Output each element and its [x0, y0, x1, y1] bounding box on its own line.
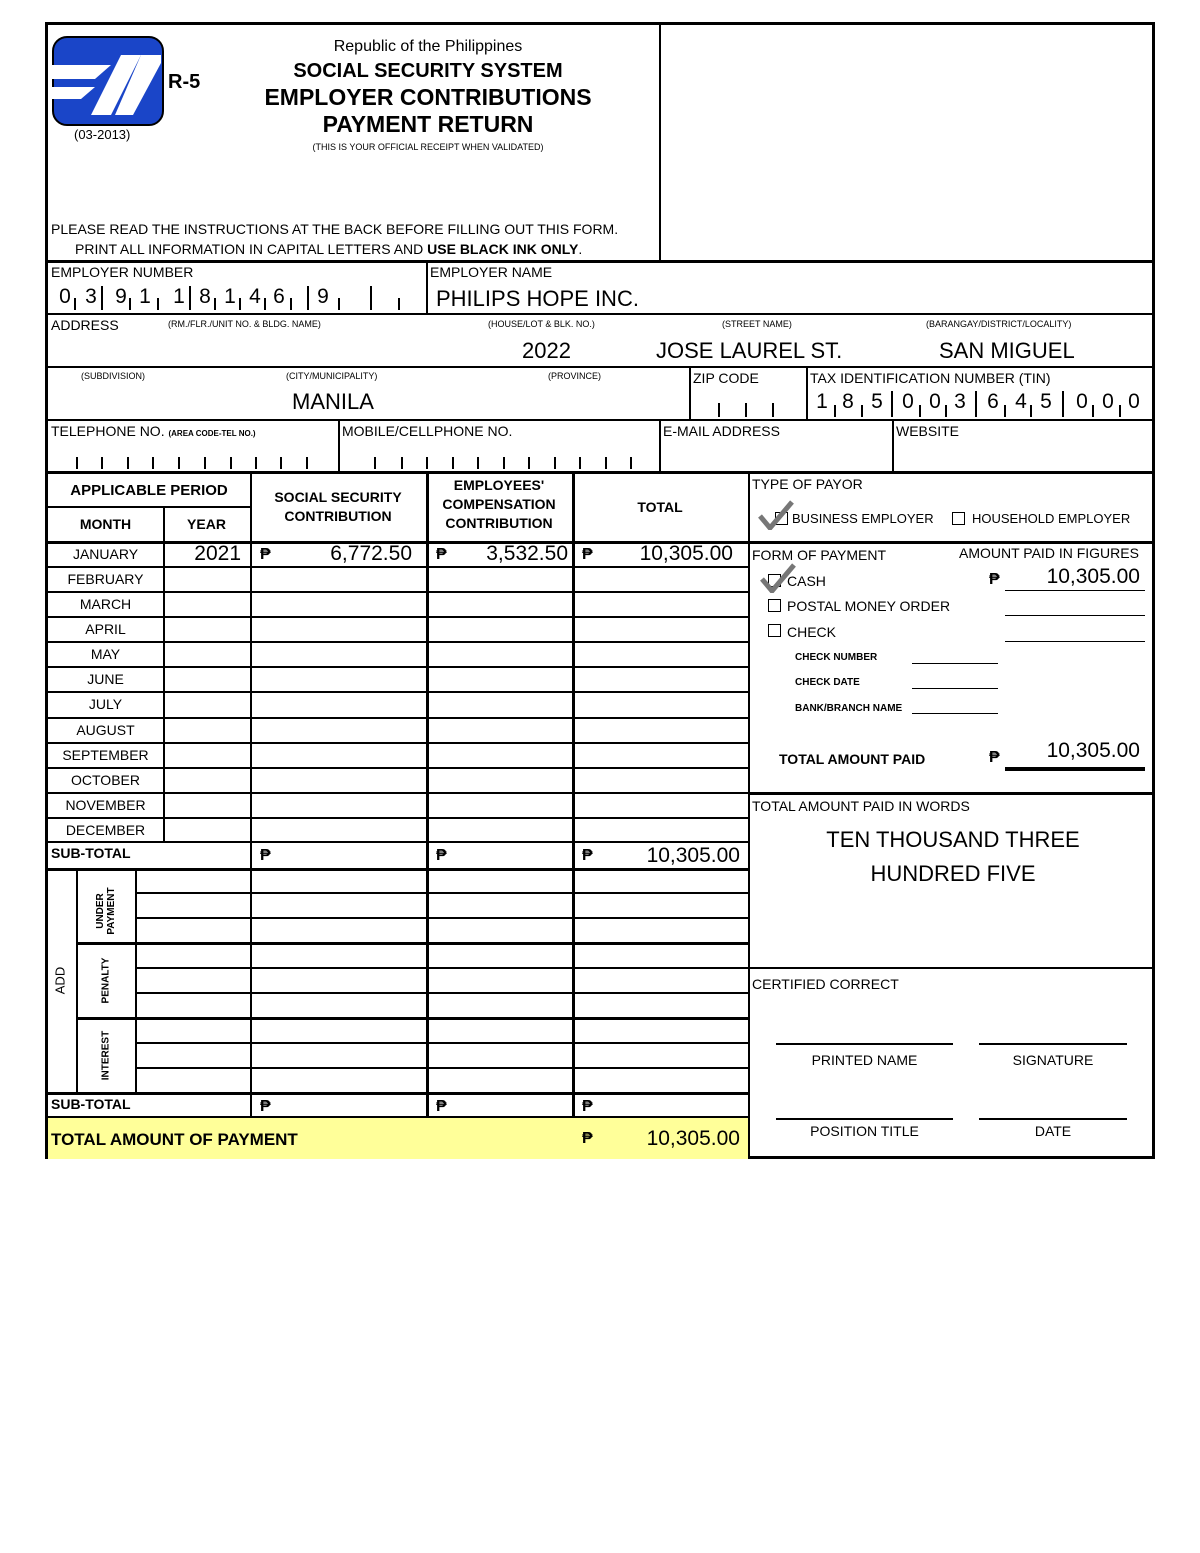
republic-text: Republic of the Philippines — [333, 38, 523, 55]
ec-header: EMPLOYEES' COMPENSATION CONTRIBUTION — [442, 477, 556, 531]
penalty-label: PENALTY — [100, 957, 112, 1004]
checkmark-icon — [758, 500, 794, 535]
barangay-label: (BARANGAY/DISTRICT/LOCALITY) — [926, 319, 1072, 329]
tin-field[interactable]: 1 8 5 0 0 3 6 4 5 0 0 0 — [808, 387, 1153, 419]
street-value[interactable]: JOSE LAUREL ST. — [656, 338, 843, 363]
words-line-1[interactable]: TEN THOUSAND THREE — [826, 827, 1080, 852]
words-label: TOTAL AMOUNT PAID IN WORDS — [752, 798, 970, 814]
subtotal-ec-peso: ₱ — [436, 847, 447, 864]
total-paid-peso: ₱ — [989, 749, 1000, 766]
employer-name-value[interactable]: PHILIPS HOPE INC. — [436, 286, 639, 311]
form-code: R-5 — [168, 71, 201, 93]
position-title-label[interactable]: POSITION TITLE — [810, 1123, 919, 1139]
household-employer-checkbox[interactable] — [952, 512, 965, 525]
month-september: SEPTEMBER — [62, 747, 149, 763]
total-payment-value[interactable]: 10,305.00 — [646, 1127, 740, 1150]
postal-checkbox[interactable] — [768, 599, 781, 612]
subtotal2-label: SUB-TOTAL — [51, 1096, 131, 1112]
total-payment-peso: ₱ — [582, 1130, 593, 1147]
month-march: MARCH — [79, 596, 132, 612]
month-april: APRIL — [85, 621, 126, 637]
form-title-1: EMPLOYER CONTRIBUTIONS — [264, 84, 592, 110]
january-ss-peso: ₱ — [260, 546, 271, 563]
subtotal2-ss-peso: ₱ — [260, 1098, 271, 1115]
instruction-1: PLEASE READ THE INSTRUCTIONS AT THE BACK BEFORE FILLING OUT THIS FORM. — [51, 221, 619, 237]
certified-label: CERTIFIED CORRECT — [752, 976, 899, 992]
receipt-note: (THIS IS YOUR OFFICIAL RECEIPT WHEN VALIDATED) — [312, 142, 544, 152]
month-december: DECEMBER — [65, 822, 146, 838]
agency-title: SOCIAL SECURITY SYSTEM — [293, 60, 563, 82]
underpayment-label: UNDER PAYMENT — [95, 887, 117, 935]
telephone-label: TELEPHONE NO. (AREA CODE-TEL NO.) — [51, 423, 256, 439]
check-number-label: CHECK NUMBER — [795, 652, 878, 663]
cash-amount[interactable]: 10,305.00 — [1046, 565, 1140, 588]
month-february: FEBRUARY — [67, 571, 144, 587]
interest-label: INTEREST — [100, 1030, 112, 1081]
mobile-label: MOBILE/CELLPHONE NO. — [342, 423, 513, 439]
tin-label: TAX IDENTIFICATION NUMBER (TIN) — [810, 370, 1051, 386]
month-november: NOVEMBER — [65, 797, 146, 813]
month-july: JULY — [88, 696, 123, 712]
sss-logo — [51, 35, 166, 127]
rm-label: (RM./FLR./UNIT NO. & BLDG. NAME) — [168, 319, 321, 329]
applicable-period-header: APPLICABLE PERIOD — [70, 482, 228, 499]
website-label: WEBSITE — [896, 423, 960, 439]
city-label: (CITY/MUNICIPALITY) — [286, 371, 378, 381]
bank-label: BANK/BRANCH NAME — [795, 703, 903, 714]
subtotal-total[interactable]: 10,305.00 — [646, 844, 740, 867]
date-label[interactable]: DATE — [1034, 1123, 1072, 1139]
business-employer-label: BUSINESS EMPLOYER — [792, 511, 934, 526]
house-label: (HOUSE/LOT & BLK. NO.) — [488, 319, 595, 329]
subtotal2-ec-peso: ₱ — [436, 1098, 447, 1115]
email-label: E-MAIL ADDRESS — [663, 423, 780, 439]
employer-number-label: EMPLOYER NUMBER — [51, 264, 194, 280]
month-june: JUNE — [87, 671, 124, 687]
ss-header: SOCIAL SECURITY CONTRIBUTION — [274, 489, 402, 524]
zip-label: ZIP CODE — [693, 370, 759, 386]
subtotal-ss-peso: ₱ — [260, 847, 271, 864]
mobile-field[interactable] — [338, 443, 658, 471]
signature-label[interactable]: SIGNATURE — [1012, 1052, 1094, 1068]
province-label: (PROVINCE) — [548, 371, 602, 381]
check-date-label: CHECK DATE — [795, 677, 860, 688]
city-value[interactable]: MANILA — [292, 389, 374, 414]
form-title-2: PAYMENT RETURN — [322, 111, 534, 137]
postal-label: POSTAL MONEY ORDER — [787, 598, 951, 614]
employer-name-label: EMPLOYER NAME — [430, 264, 553, 280]
words-line-2[interactable]: HUNDRED FIVE — [870, 861, 1036, 886]
total-paid-label: TOTAL AMOUNT PAID — [779, 751, 926, 767]
subdivision-label: (SUBDIVISION) — [81, 371, 146, 381]
total-payment-label: TOTAL AMOUNT OF PAYMENT — [51, 1130, 298, 1149]
type-of-payor-label: TYPE OF PAYOR — [752, 476, 863, 492]
telephone-field[interactable] — [48, 443, 338, 471]
r5-form — [45, 22, 1155, 1159]
january-ss[interactable]: 6,772.50 — [330, 542, 412, 565]
form-date: (03-2013) — [74, 127, 131, 142]
january-total[interactable]: 10,305.00 — [639, 542, 733, 565]
form-of-payment-label: FORM OF PAYMENT — [752, 547, 887, 563]
total-paid-value[interactable]: 10,305.00 — [1046, 739, 1140, 762]
january-total-peso: ₱ — [582, 546, 593, 563]
employer-number-field[interactable]: 0 3 9 1 1 8 1 4 6 9 — [48, 280, 428, 312]
subtotal-total-peso: ₱ — [582, 847, 593, 864]
address-label: ADDRESS — [51, 317, 119, 333]
month-may: MAY — [90, 646, 121, 662]
barangay-value[interactable]: SAN MIGUEL — [939, 338, 1075, 363]
month-january: JANUARY — [72, 546, 139, 562]
subtotal-label: SUB-TOTAL — [51, 845, 131, 861]
instruction-2: PRINT ALL INFORMATION IN CAPITAL LETTERS AND USE BLACK INK ONLY. — [75, 241, 583, 257]
year-header: YEAR — [187, 516, 226, 532]
january-ec[interactable]: 3,532.50 — [486, 542, 568, 565]
cash-peso: ₱ — [989, 571, 1000, 588]
street-label: (STREET NAME) — [722, 319, 792, 329]
household-employer-label: HOUSEHOLD EMPLOYER — [972, 511, 1131, 526]
add-label: ADD — [52, 966, 68, 995]
month-august: AUGUST — [76, 722, 135, 738]
check-label: CHECK — [787, 624, 837, 640]
month-header: MONTH — [79, 516, 132, 532]
month-october: OCTOBER — [71, 772, 140, 788]
amount-figures-label: AMOUNT PAID IN FIGURES — [959, 545, 1139, 561]
house-value[interactable]: 2022 — [522, 338, 571, 363]
subtotal2-total-peso: ₱ — [582, 1098, 593, 1115]
cash-label: CASH — [787, 573, 826, 589]
total-header: TOTAL — [637, 499, 683, 515]
january-year[interactable]: 2021 — [194, 542, 241, 565]
january-ec-peso: ₱ — [436, 546, 447, 563]
check-checkbox[interactable] — [768, 624, 781, 637]
printed-name-label[interactable]: PRINTED NAME — [811, 1052, 918, 1068]
